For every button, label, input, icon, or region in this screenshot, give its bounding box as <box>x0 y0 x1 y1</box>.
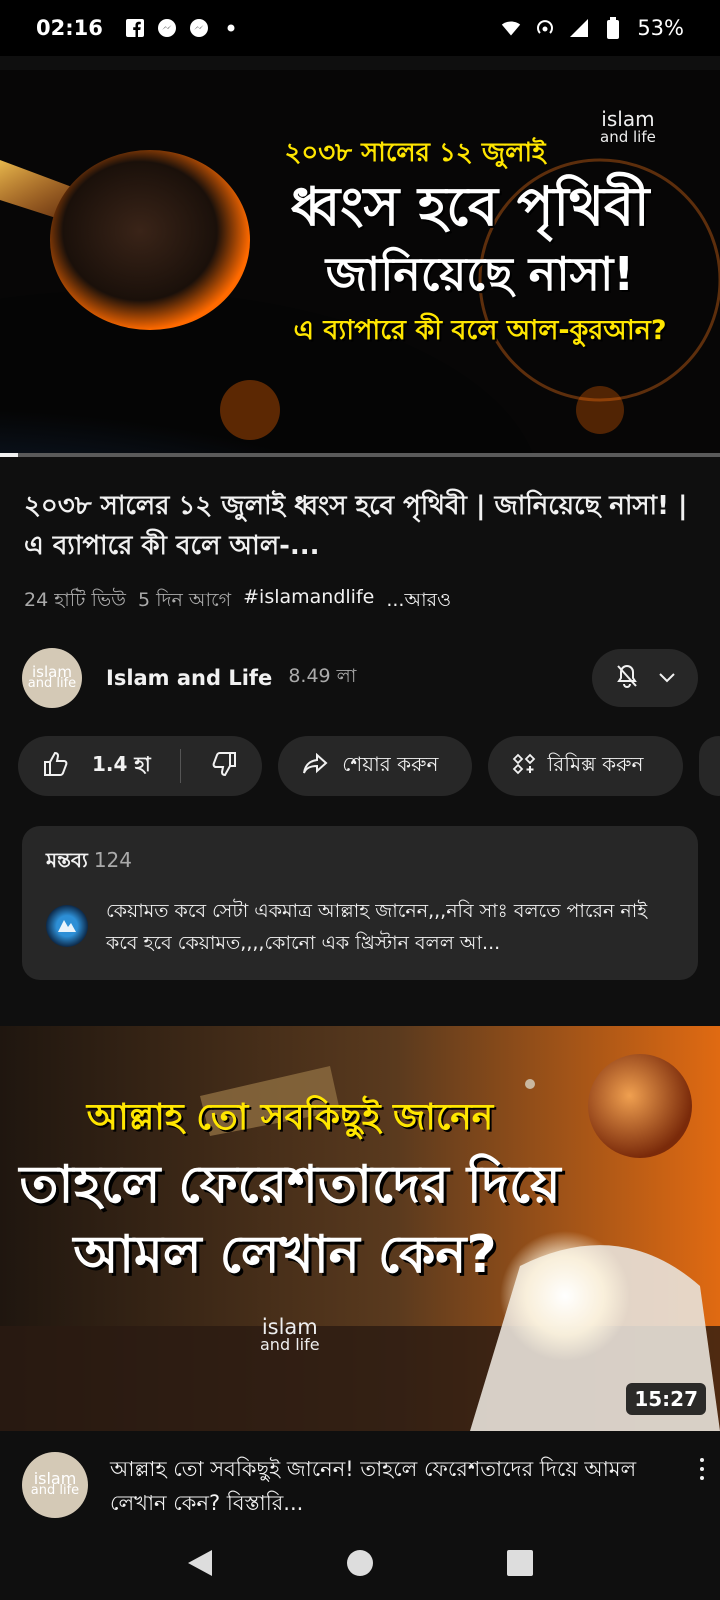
chevron-down-icon <box>658 669 676 688</box>
recents-icon[interactable] <box>506 1549 534 1581</box>
bell-off-icon <box>614 663 640 693</box>
like-divider <box>180 749 181 783</box>
subscriber-count: 8.49 লা <box>288 665 357 687</box>
next-channel-watermark <box>260 1315 320 1354</box>
battery-icon <box>603 18 623 38</box>
commenter-avatar <box>46 905 88 947</box>
notification-bell-button[interactable] <box>592 649 698 707</box>
comments-panel[interactable] <box>22 826 698 980</box>
top-comment <box>46 895 674 959</box>
more-actions-button[interactable] <box>699 736 720 796</box>
channel-watermark <box>600 107 656 146</box>
dislike-button[interactable] <box>210 750 238 783</box>
next-avatar-text-top: islam <box>33 1469 77 1488</box>
watermark-bottom: and life <box>600 128 656 146</box>
system-nav-bar <box>0 1530 720 1600</box>
avatar-text-top: islam <box>32 663 72 681</box>
comments-count: 124 <box>93 848 133 872</box>
channel-avatar[interactable] <box>22 648 82 708</box>
thumbnail-headline-4: এ ব্যাপারে কী বলে আল-কুরআন? <box>293 315 667 346</box>
thumbs-up-icon <box>42 750 70 783</box>
thumbnail-headline-2: ধ্বংস হবে পৃথিবী <box>290 175 650 238</box>
wifi-icon <box>501 18 521 38</box>
next-thumb-headline-2: তাহলে ফেরেশতাদের দিয়ে <box>19 1155 561 1215</box>
share-label: শেয়ার করুন <box>342 751 439 776</box>
signal-icon <box>569 18 589 38</box>
more-options-icon[interactable] <box>692 1452 712 1486</box>
next-thumb-headline-3: আমল লেখান কেন? <box>73 1225 497 1285</box>
avatar-text-bottom: and life <box>27 676 77 691</box>
share-icon <box>302 753 328 780</box>
next-thumb-headline-1: আল্লাহ তো সবকিছুই জানেন <box>86 1097 494 1138</box>
comments-label: মন্তব্য <box>46 848 88 872</box>
comments-header <box>46 846 674 879</box>
action-row <box>18 736 720 796</box>
remix-label: রিমিক্স করুন <box>547 751 644 776</box>
thumbs-down-icon <box>210 759 238 783</box>
hashtag-link[interactable]: #islamandlife <box>243 586 375 608</box>
video-title[interactable]: ২০৩৮ সালের ১২ জুলাই ধ্বংস হবে পৃথিবী | জানিয়েছে নাসা! | এ ব্যাপারে কী বলে আল-... <box>24 491 688 561</box>
channel-name[interactable]: Islam and Life <box>106 666 273 690</box>
video-meta[interactable] <box>24 586 451 618</box>
next-channel-avatar[interactable] <box>22 1452 88 1518</box>
share-button[interactable] <box>278 736 471 796</box>
messenger-icon <box>189 18 209 38</box>
home-icon[interactable] <box>346 1549 374 1581</box>
thumbnail-headline-1: ২০৩৮ সালের ১২ জুলাই <box>284 138 546 168</box>
remix-button[interactable] <box>488 736 683 796</box>
status-bar <box>0 0 720 56</box>
next-watermark-bottom: and life <box>260 1335 320 1354</box>
view-count: 24 হাটি ভিউ <box>24 589 126 611</box>
thumbnail-headline-3: জানিয়েছে নাসা! <box>325 247 635 301</box>
upload-age: 5 দিন আগে <box>137 589 232 611</box>
messenger-icon <box>157 18 177 38</box>
comment-text: কেয়ামত কবে সেটা একমাত্র আল্লাহ জানেন,,,নবি সাঃ বলতে পারেন নাই কবে হবে কেয়ামত,,,,কোনো এক খ্রিস্টান বলল আ... <box>106 900 648 954</box>
hotspot-icon <box>535 18 555 38</box>
like-count: 1.4 হা <box>92 751 151 776</box>
facebook-icon <box>125 18 145 38</box>
remix-icon <box>512 751 538 782</box>
back-icon[interactable] <box>186 1548 214 1582</box>
next-watermark-top: islam <box>261 1315 318 1339</box>
channel-row <box>22 646 698 710</box>
dot-icon <box>221 18 241 38</box>
battery-percent: 53% <box>637 16 684 40</box>
duration-badge: 15:27 <box>626 1383 706 1415</box>
next-avatar-text-bottom: and life <box>30 1483 80 1498</box>
more-link[interactable]: ...আরও <box>386 589 452 611</box>
progress-fill <box>0 453 18 457</box>
watermark-top: islam <box>601 107 655 131</box>
progress-bar[interactable] <box>0 453 720 457</box>
like-button[interactable] <box>42 750 151 783</box>
video-player[interactable] <box>0 70 720 455</box>
like-dislike-group <box>18 736 262 796</box>
clock: 02:16 <box>36 16 103 40</box>
next-video-title[interactable]: আল্লাহ তো সবকিছুই জানেন! তাহলে ফেরেশতাদের দিয়ে আমল লেখান কেন? বিস্তারি... <box>110 1457 637 1515</box>
next-video-info[interactable] <box>22 1452 712 1520</box>
next-video-thumbnail[interactable] <box>0 1026 720 1431</box>
